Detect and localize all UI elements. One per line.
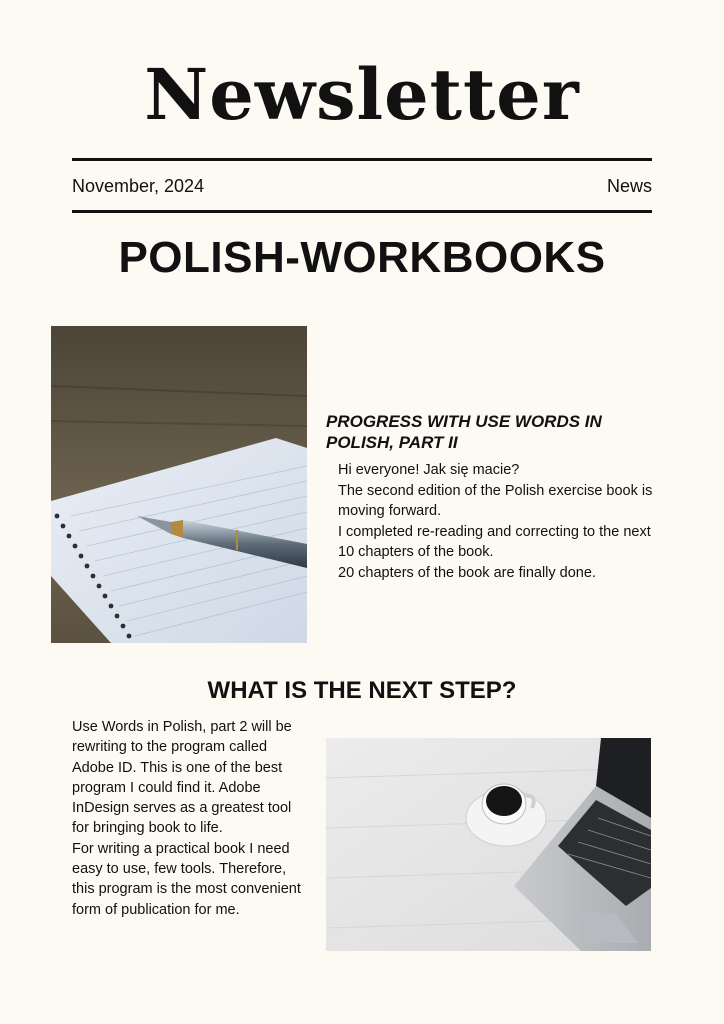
article-progress-body	[338, 460, 658, 583]
article-progress-title: PROGRESS WITH USE WORDS IN POLISH, PART II	[326, 412, 602, 452]
dateline	[72, 175, 652, 197]
article-paragraph: Use Words in Polish, part 2 will be rewriting to the program called Adobe ID. This is one of the best program I could find it. Adobe InDesign serves as a greatest tool for bringing book to life.	[72, 719, 292, 837]
next-step-title: WHAT IS THE NEXT STEP?	[207, 677, 517, 704]
section-label: News	[606, 176, 652, 196]
article-paragraph: Hi everyone! Jak się macie?	[338, 462, 520, 478]
main-headline: POLISH-WORKBOOKS	[118, 233, 606, 282]
laptop-coffee-photo	[326, 738, 651, 951]
top-divider	[72, 158, 652, 161]
article-paragraph: The second edition of the Polish exercise book is moving forward.	[338, 482, 653, 519]
newsletter-masthead: Newsletter	[144, 53, 580, 136]
article-paragraph: I completed re-reading and correcting to the next 10 chapters of the book.	[338, 523, 651, 560]
bottom-divider	[72, 210, 652, 213]
article-paragraph: For writing a practical book I need easy to use, few tools. Therefore, this program is the most convenient form of publication for me.	[72, 840, 301, 918]
issue-date: November, 2024	[72, 176, 205, 196]
next-step-body	[72, 717, 312, 920]
article-paragraph: 20 chapters of the book are finally done.	[338, 564, 596, 581]
notebook-pen-photo	[51, 326, 307, 643]
